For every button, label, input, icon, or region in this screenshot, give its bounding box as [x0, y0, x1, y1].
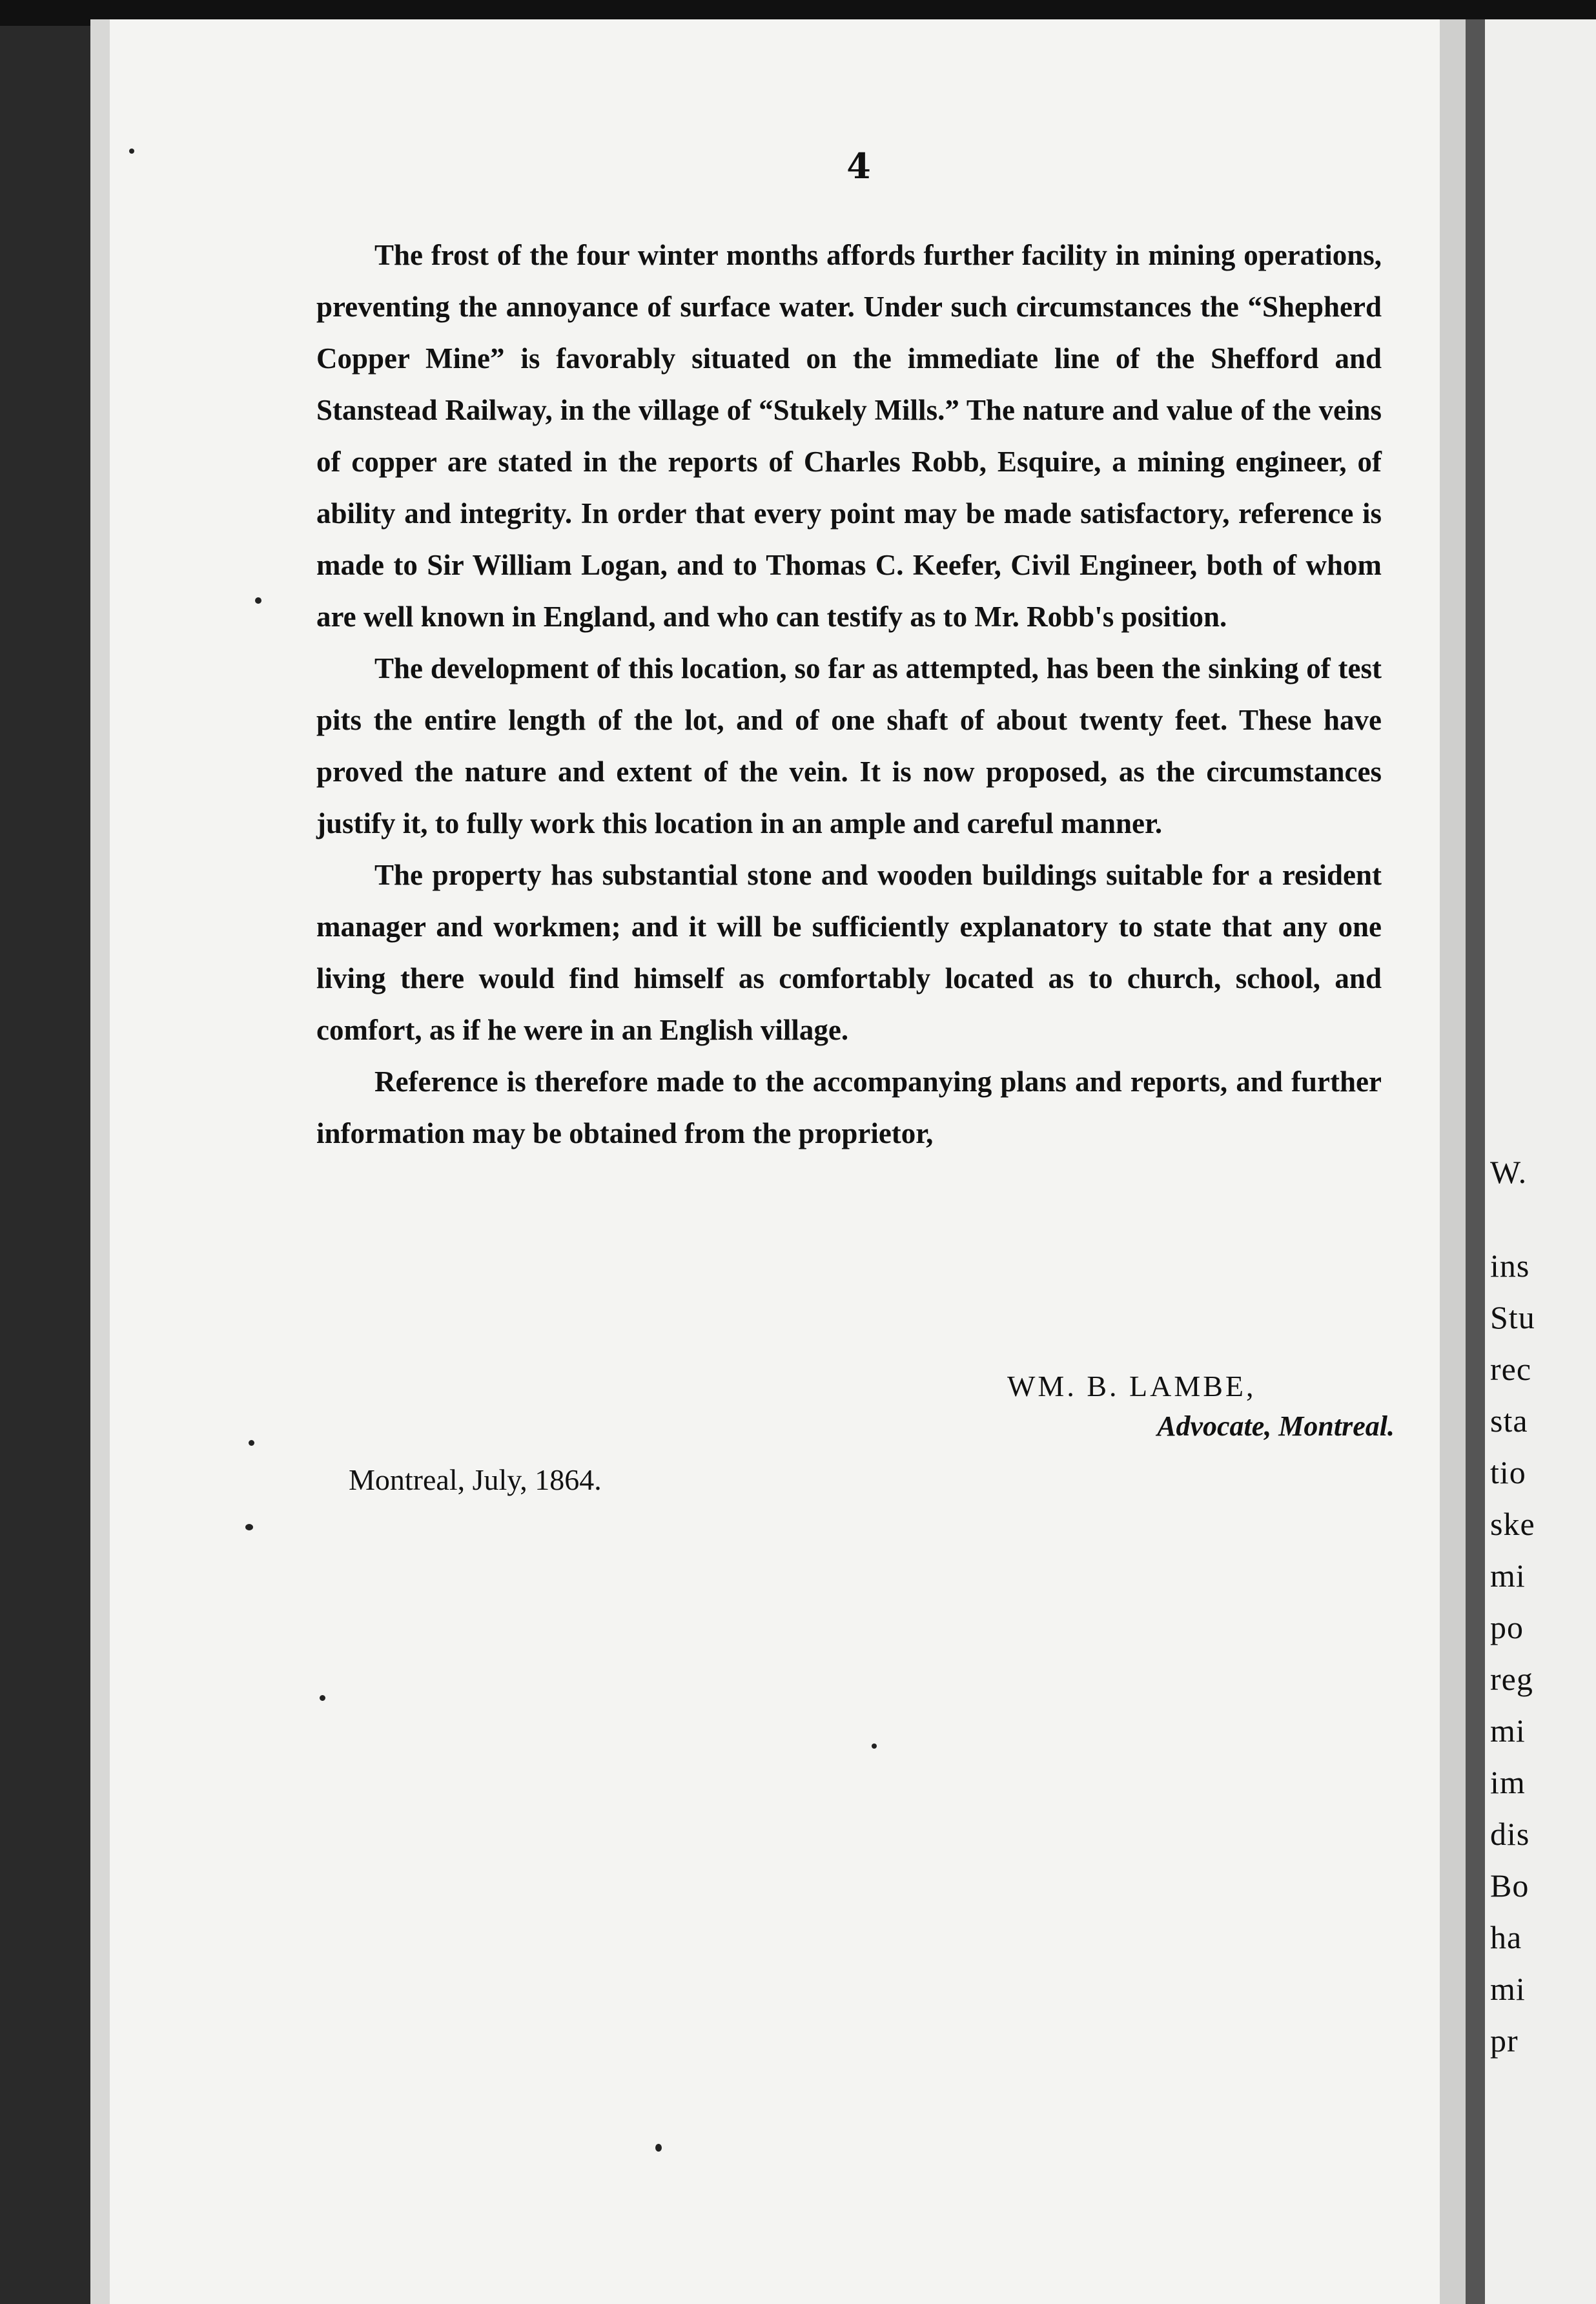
book-gutter: [1466, 19, 1485, 2304]
scan-speck: [249, 1440, 254, 1446]
scan-speck: [320, 1695, 325, 1701]
facing-line: ske: [1490, 1506, 1535, 1542]
facing-line: tio: [1490, 1454, 1526, 1490]
scan-speck: [245, 1524, 253, 1530]
facing-page-fragment: [1485, 19, 1596, 2304]
facing-line: mi: [1490, 1558, 1526, 1594]
place-date: Montreal, July, 1864.: [349, 1463, 602, 1496]
page-edge-left: [90, 19, 110, 2304]
signature-name: WM. B. LAMBE,: [1007, 1370, 1256, 1403]
signature-title: Advocate, Montreal.: [1157, 1410, 1395, 1442]
facing-line: mi: [1490, 1971, 1526, 2007]
facing-line: ins: [1490, 1248, 1530, 1284]
page-number: 4: [846, 145, 871, 187]
paragraph: The frost of the four winter months affords further facility in mining operations, preventing the annoyance of surface water. Under such circumstances the “Shepherd Copper Mine” is favorably situated on the immediate line of the Shefford and Stanstead Railway, in the village of “Stukely Mills.” The nature and value of the veins of copper are stated in the reports of Charles Robb, Esquire, a mining engineer, of ability and integrity. In order that every point may be made satisfactory, reference is made to Sir William Logan, and to Thomas C. Keefer, Civil Engineer, both of whom are well known in England, and who can testify as to Mr. Robb's position.: [316, 239, 1382, 633]
facing-line: sta: [1490, 1403, 1528, 1439]
scan-speck: [655, 2144, 662, 2152]
facing-line: po: [1490, 1609, 1524, 1645]
facing-line: im: [1490, 1764, 1526, 1800]
facing-line: Stu: [1490, 1299, 1535, 1335]
facing-line: W.: [1490, 1154, 1528, 1190]
paragraph: Reference is therefore made to the accompanying plans and reports, and further information may be obtained from the proprietor,: [316, 1065, 1382, 1149]
facing-line: dis: [1490, 1816, 1530, 1852]
paragraph: The property has substantial stone and wooden buildings suitable for a resident manager and workmen; and it will be sufficiently explanatory to state that any one living there would find himself as comfortably located as to church, school, and comfort, as if he were in an English village.: [316, 859, 1382, 1046]
facing-line: ha: [1490, 1919, 1522, 1955]
scan-speck: [255, 597, 261, 604]
facing-line: reg: [1490, 1661, 1533, 1697]
facing-line: pr: [1490, 2022, 1519, 2059]
facing-line: rec: [1490, 1351, 1532, 1387]
body-text: [316, 229, 1382, 1159]
scan-speck: [129, 149, 134, 154]
page-edge-right: [1440, 19, 1466, 2304]
facing-line: mi: [1490, 1713, 1526, 1749]
paragraph: The development of this location, so far as attempted, has been the sinking of test pits the entire length of the lot, and of one shaft of about twenty feet. These have proved the nature and extent of the vein. It is now proposed, as the circumstances justify it, to fully work this location in an ample and careful manner.: [316, 652, 1382, 839]
facing-line: Bo: [1490, 1867, 1530, 1904]
signature-block: [1007, 1369, 1395, 1443]
scan-speck: [872, 1743, 877, 1749]
